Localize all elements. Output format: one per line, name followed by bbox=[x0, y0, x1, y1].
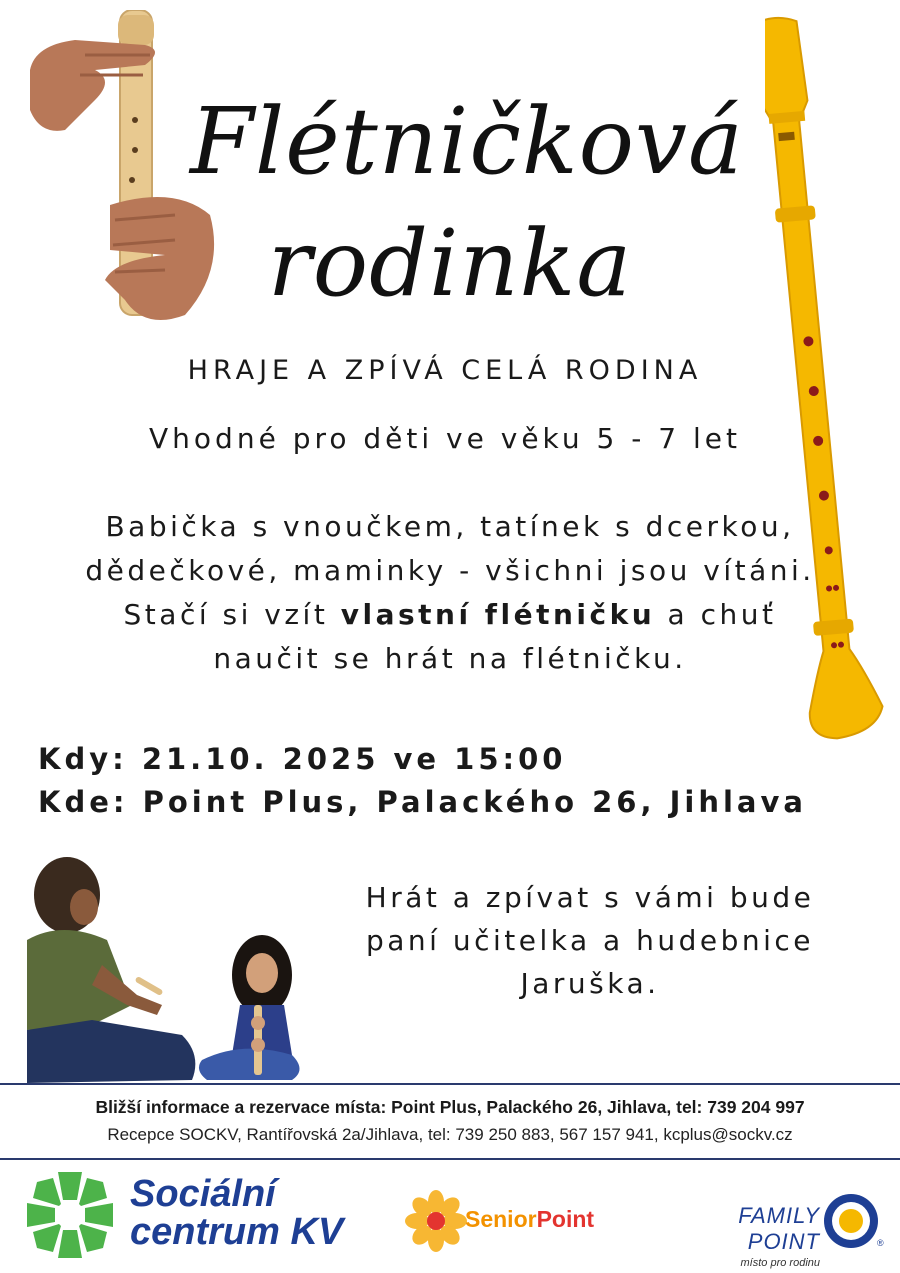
teacher-line-3: Jaruška. bbox=[520, 967, 660, 1000]
teacher-and-child-photo bbox=[22, 855, 307, 1085]
reception-contact: Recepce SOCKV, Rantířovská 2a/Jihlava, tel: 739 250 883, 567 157 941, kcplus@sockv.cz bbox=[107, 1125, 793, 1144]
senior-point-logo-text bbox=[465, 1206, 594, 1233]
socialni-centrum-line-2: centrum KV bbox=[130, 1211, 344, 1253]
event-where: Kde: Point Plus, Palackého 26, Jihlava bbox=[38, 785, 807, 819]
title-line-1: Flétničková bbox=[190, 88, 744, 195]
family-point-line-2: místo pro rodinu bbox=[740, 1257, 820, 1269]
description bbox=[0, 505, 900, 681]
teacher-line-1: Hrát a zpívat s vámi bude bbox=[365, 881, 815, 914]
senior-point-flower-icon bbox=[405, 1190, 467, 1252]
socialni-centrum-line-1: Sociální bbox=[130, 1173, 276, 1215]
teacher-note bbox=[320, 876, 860, 1005]
family-point-registered-mark: ® bbox=[877, 1238, 884, 1248]
reservation-info: Bližší informace a rezervace místa: Point Plus, Palackého 26, Jihlava, tel: 739 204 997 bbox=[95, 1097, 805, 1117]
family-point-circle-icon bbox=[822, 1192, 880, 1250]
title-line-2: rodinka bbox=[267, 210, 633, 317]
socialni-centrum-logo-icon bbox=[25, 1170, 115, 1260]
description-line-3-before: Stačí si vzít bbox=[123, 598, 341, 631]
description-line-1: Babička s vnoučkem, tatínek s dcerkou, bbox=[105, 510, 795, 543]
description-line-2: dědečkové, maminky - všichni jsou vítáni. bbox=[85, 554, 815, 587]
subtitle: HRAJE A ZPÍVÁ CELÁ RODINA bbox=[187, 355, 703, 386]
senior-point-part-2: Point bbox=[536, 1206, 595, 1232]
description-line-3-after: a chuť bbox=[655, 598, 777, 631]
socialni-centrum-logo-text bbox=[130, 1175, 343, 1251]
own-recorder-emphasis: vlastní flétničku bbox=[340, 598, 656, 631]
footer-divider-top bbox=[0, 1083, 900, 1085]
age-note: Vhodné pro děti ve věku 5 - 7 let bbox=[149, 422, 741, 455]
description-line-3 bbox=[0, 593, 900, 637]
teacher-line-2: paní učitelka a hudebnice bbox=[365, 924, 814, 957]
family-point-line-1: FAMILY POINT bbox=[738, 1203, 820, 1254]
footer-divider-bottom bbox=[0, 1158, 900, 1160]
description-line-4: naučit se hrát na flétničku. bbox=[213, 642, 687, 675]
event-when: Kdy: 21.10. 2025 ve 15:00 bbox=[38, 742, 567, 776]
family-point-logo-text bbox=[670, 1203, 820, 1269]
senior-point-part-1: Senior bbox=[465, 1206, 537, 1232]
